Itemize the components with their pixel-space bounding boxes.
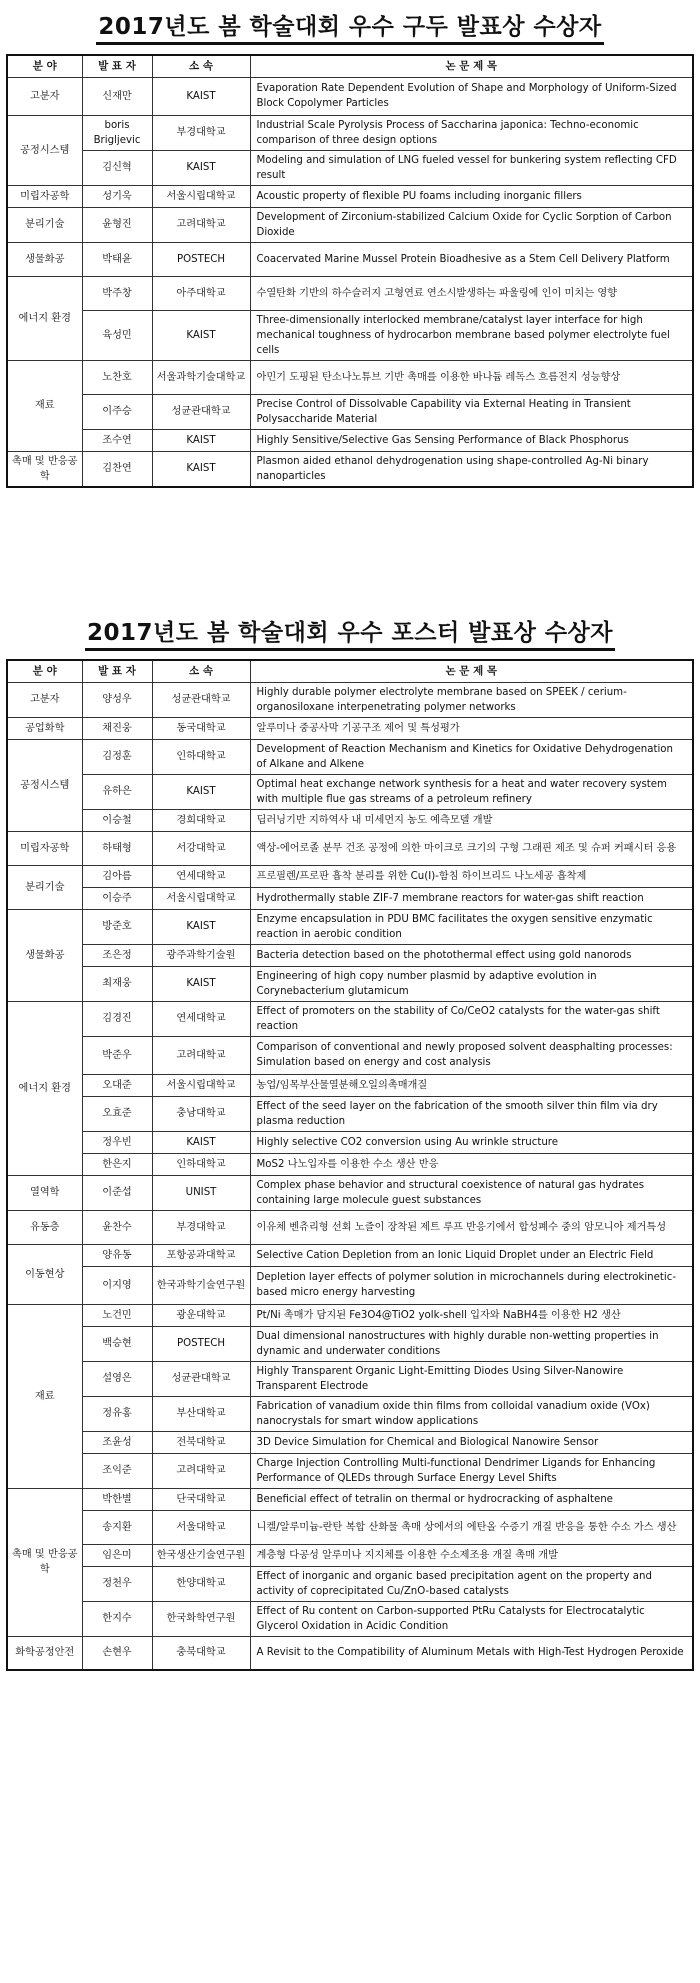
table-row (7, 1636, 693, 1670)
paper-title-cell: Highly selective CO2 conversion using Au wrinkle structure (250, 1131, 693, 1153)
presenter-cell: 김찬연 (82, 451, 152, 487)
field-cell: 이동현상 (7, 1244, 82, 1304)
paper-title-cell: Acoustic property of flexible PU foams including inorganic fillers (250, 185, 693, 207)
field-cell: 열역학 (7, 1175, 82, 1210)
paper-title-cell: Effect of promoters on the stability of Co/CeO2 catalysts for the water-gas shift reaction (250, 1001, 693, 1036)
paper-title-cell: Highly Transparent Organic Light-Emitting Diodes Using Silver-Nanowire Transparent Electrode (250, 1361, 693, 1396)
affiliation-cell: 광주과학기술원 (152, 944, 250, 966)
affiliation-cell: 인하대학교 (152, 1153, 250, 1175)
table-row (7, 1153, 693, 1175)
affiliation-cell: KAIST (152, 150, 250, 185)
presenter-cell: 박한별 (82, 1488, 152, 1510)
table-row (7, 831, 693, 865)
table-row (7, 865, 693, 887)
table-row (7, 185, 693, 207)
presenter-cell: 이준섭 (82, 1175, 152, 1210)
presenter-cell: 한지수 (82, 1601, 152, 1636)
affiliation-cell: 성균관대학교 (152, 682, 250, 717)
table-row (7, 1210, 693, 1244)
affiliation-cell: 충북대학교 (152, 1636, 250, 1670)
paper-title-cell: 아민기 도핑된 탄소나노튜브 기반 촉매를 이용한 바나듐 레독스 흐름전지 성능향상 (250, 360, 693, 394)
table-row (7, 1361, 693, 1396)
presenter-cell: 육성민 (82, 310, 152, 360)
table-row (7, 276, 693, 310)
paper-title-cell: Effect of the seed layer on the fabrication of the smooth silver thin film via dry plasma reduction (250, 1096, 693, 1131)
presenter-cell: 신재만 (82, 77, 152, 115)
presenter-cell: 김경진 (82, 1001, 152, 1036)
paper-title-cell: 3D Device Simulation for Chemical and Biological Nanowire Sensor (250, 1431, 693, 1453)
presenter-cell: 윤찬수 (82, 1210, 152, 1244)
table-row (7, 774, 693, 809)
presenter-cell: 조윤성 (82, 1431, 152, 1453)
paper-title-cell: Development of Zirconium-stabilized Calcium Oxide for Cyclic Sorption of Carbon Dioxide (250, 207, 693, 242)
affiliation-cell: 연세대학교 (152, 1001, 250, 1036)
table-row (7, 1431, 693, 1453)
table-row (7, 1175, 693, 1210)
poster-header-affiliation: 소 속 (152, 660, 250, 682)
oral-award-table (6, 54, 694, 488)
field-cell: 생물화공 (7, 909, 82, 1001)
paper-title-cell: Selective Cation Depletion from an Ionic Liquid Droplet under an Electric Field (250, 1244, 693, 1266)
presenter-cell: 송지환 (82, 1510, 152, 1544)
presenter-cell: 임은미 (82, 1544, 152, 1566)
presenter-cell: 백승현 (82, 1326, 152, 1361)
table-row (7, 1074, 693, 1096)
affiliation-cell: KAIST (152, 1131, 250, 1153)
table-row (7, 809, 693, 831)
paper-title-cell: Development of Reaction Mechanism and Kinetics for Oxidative Dehydrogenation of Alkane and Alkene (250, 739, 693, 774)
table-row (7, 1453, 693, 1488)
paper-title-cell: 딥러닝기반 지하역사 내 미세먼지 농도 예측모델 개발 (250, 809, 693, 831)
presenter-cell: 조은정 (82, 944, 152, 966)
field-cell: 유동층 (7, 1210, 82, 1244)
field-cell: 고분자 (7, 682, 82, 717)
table-row (7, 739, 693, 774)
table-row (7, 682, 693, 717)
table-row (7, 451, 693, 487)
table-row (7, 1601, 693, 1636)
presenter-cell: 방준호 (82, 909, 152, 944)
presenter-cell: 김정훈 (82, 739, 152, 774)
oral-header-field: 분 야 (7, 55, 82, 77)
paper-title-cell: Industrial Scale Pyrolysis Process of Saccharina japonica: Techno-economic comparison of three design options (250, 115, 693, 150)
presenter-cell: 조익준 (82, 1453, 152, 1488)
affiliation-cell: KAIST (152, 310, 250, 360)
affiliation-cell: 한양대학교 (152, 1566, 250, 1601)
affiliation-cell: 아주대학교 (152, 276, 250, 310)
presenter-cell: 박주창 (82, 276, 152, 310)
presenter-cell: 양성우 (82, 682, 152, 717)
affiliation-cell: 한국화학연구원 (152, 1601, 250, 1636)
presenter-cell: 정유홍 (82, 1396, 152, 1431)
paper-title-cell: Pt/Ni 촉매가 담지된 Fe3O4@TiO2 yolk-shell 입자와 NaBH4를 이용한 H2 생산 (250, 1304, 693, 1326)
presenter-cell: 오효준 (82, 1096, 152, 1131)
poster-award-title-text: 2017년도 봄 학술대회 우수 포스터 발표상 수상자 (85, 614, 615, 651)
presenter-cell: 김아름 (82, 865, 152, 887)
affiliation-cell: 성균관대학교 (152, 394, 250, 429)
table-row (7, 1488, 693, 1510)
paper-title-cell: Enzyme encapsulation in PDU BMC facilitates the oxygen sensitive enzymatic reaction in aerobic condition (250, 909, 693, 944)
paper-title-cell: Evaporation Rate Dependent Evolution of Shape and Morphology of Uniform-Sized Block Copolymer Particles (250, 77, 693, 115)
paper-title-cell: Hydrothermally stable ZIF-7 membrane reactors for water-gas shift reaction (250, 887, 693, 909)
field-cell: 고분자 (7, 77, 82, 115)
paper-title-cell: Three-dimensionally interlocked membrane/catalyst layer interface for high mechanical toughness of hydrocarbon membrane based polymer electrolyte fuel cells (250, 310, 693, 360)
paper-title-cell: 수열탄화 기반의 하수슬러지 고형연료 연소시발생하는 파울링에 인이 미치는 영향 (250, 276, 693, 310)
table-row (7, 77, 693, 115)
presenter-cell: 이승철 (82, 809, 152, 831)
table-row (7, 909, 693, 944)
affiliation-cell: 서울대학교 (152, 1510, 250, 1544)
table-row (7, 1244, 693, 1266)
table-row (7, 1036, 693, 1074)
presenter-cell: 하태형 (82, 831, 152, 865)
affiliation-cell: 한국생산기술연구원 (152, 1544, 250, 1566)
presenter-cell: 오대준 (82, 1074, 152, 1096)
poster-header-row (7, 660, 693, 682)
paper-title-cell: Effect of inorganic and organic based precipitation agent on the property and activity of coprecipitated Cu/ZnO-based catalysts (250, 1566, 693, 1601)
presenter-cell: 한은지 (82, 1153, 152, 1175)
affiliation-cell: KAIST (152, 966, 250, 1001)
paper-title-cell: Highly durable polymer electrolyte membrane based on SPEEK / cerium-organosiloxane interpenetrating polymer networks (250, 682, 693, 717)
table-row (7, 242, 693, 276)
poster-header-field: 분 야 (7, 660, 82, 682)
table-row (7, 1510, 693, 1544)
table-row (7, 429, 693, 451)
field-cell: 에너지 환경 (7, 1001, 82, 1175)
affiliation-cell: 전북대학교 (152, 1431, 250, 1453)
table-row (7, 1266, 693, 1304)
table-row (7, 207, 693, 242)
presenter-cell: 이주승 (82, 394, 152, 429)
paper-title-cell: Optimal heat exchange network synthesis for a heat and water recovery system with multiple flue gas streams of a petroleum refinery (250, 774, 693, 809)
affiliation-cell: POSTECH (152, 242, 250, 276)
affiliation-cell: 인하대학교 (152, 739, 250, 774)
affiliation-cell: POSTECH (152, 1326, 250, 1361)
affiliation-cell: KAIST (152, 77, 250, 115)
oral-header-presenter: 발 표 자 (82, 55, 152, 77)
presenter-cell: 유하은 (82, 774, 152, 809)
presenter-cell: 설영은 (82, 1361, 152, 1396)
table-row (7, 1396, 693, 1431)
presenter-cell: boris Brigljevic (82, 115, 152, 150)
presenter-cell: 이승주 (82, 887, 152, 909)
presenter-cell: 양유동 (82, 1244, 152, 1266)
affiliation-cell: 포항공과대학교 (152, 1244, 250, 1266)
table-row (7, 1131, 693, 1153)
affiliation-cell: 고려대학교 (152, 1453, 250, 1488)
table-row (7, 1566, 693, 1601)
field-cell: 화학공정안전 (7, 1636, 82, 1670)
table-row (7, 944, 693, 966)
affiliation-cell: 고려대학교 (152, 1036, 250, 1074)
paper-title-cell: Highly Sensitive/Selective Gas Sensing Performance of Black Phosphorus (250, 429, 693, 451)
paper-title-cell: Beneficial effect of tetralin on thermal or hydrocracking of asphaltene (250, 1488, 693, 1510)
paper-title-cell: Complex phase behavior and structural coexistence of natural gas hydrates containing large molecule guest substances (250, 1175, 693, 1210)
oral-header-affiliation: 소 속 (152, 55, 250, 77)
paper-title-cell: Charge Injection Controlling Multi-functional Dendrimer Ligands for Enhancing Performance of QLEDs through Surface Energy Level Shifts (250, 1453, 693, 1488)
table-row (7, 310, 693, 360)
oral-award-title (0, 8, 700, 45)
field-cell: 분리기술 (7, 207, 82, 242)
paper-title-cell: Coacervated Marine Mussel Protein Bioadhesive as a Stem Cell Delivery Platform (250, 242, 693, 276)
paper-title-cell: Dual dimensional nanostructures with highly durable non-wetting properties in dynamic and underwater conditions (250, 1326, 693, 1361)
paper-title-cell: 프로필렌/프로판 흡착 분리를 위한 Cu(I)-함침 하이브리드 나노세공 흡착제 (250, 865, 693, 887)
field-cell: 미립자공학 (7, 831, 82, 865)
affiliation-cell: KAIST (152, 451, 250, 487)
paper-title-cell: 액상-에어로졸 분무 건조 공정에 의한 마이크로 크기의 구형 그래핀 제조 및 슈퍼 커패시터 응용 (250, 831, 693, 865)
table-row (7, 966, 693, 1001)
presenter-cell: 최재웅 (82, 966, 152, 1001)
presenter-cell: 성기욱 (82, 185, 152, 207)
presenter-cell: 박준우 (82, 1036, 152, 1074)
table-row (7, 394, 693, 429)
field-cell: 공정시스템 (7, 115, 82, 185)
field-cell: 촉매 및 반응공학 (7, 451, 82, 487)
affiliation-cell: 서울과학기술대학교 (152, 360, 250, 394)
poster-header-paper: 논 문 제 목 (250, 660, 693, 682)
field-cell: 에너지 환경 (7, 276, 82, 360)
affiliation-cell: 성균관대학교 (152, 1361, 250, 1396)
poster-award-title (0, 614, 700, 651)
paper-title-cell: 계층형 다공성 알루미나 지지체를 이용한 수소제조용 개질 촉매 개발 (250, 1544, 693, 1566)
table-row (7, 1001, 693, 1036)
presenter-cell: 노찬호 (82, 360, 152, 394)
oral-header-paper: 논 문 제 목 (250, 55, 693, 77)
field-cell: 촉매 및 반응공학 (7, 1488, 82, 1636)
affiliation-cell: KAIST (152, 774, 250, 809)
presenter-cell: 조수연 (82, 429, 152, 451)
presenter-cell: 이지영 (82, 1266, 152, 1304)
affiliation-cell: KAIST (152, 909, 250, 944)
presenter-cell: 박태윤 (82, 242, 152, 276)
presenter-cell: 윤형진 (82, 207, 152, 242)
paper-title-cell: Comparison of conventional and newly proposed solvent deasphalting processes: Simulation based on energy and cost analysis (250, 1036, 693, 1074)
affiliation-cell: KAIST (152, 429, 250, 451)
paper-title-cell: Effect of Ru content on Carbon-supported PtRu Catalysts for Electrocatalytic Glycerol Oxidation in Acidic Condition (250, 1601, 693, 1636)
field-cell: 미립자공학 (7, 185, 82, 207)
paper-title-cell: MoS2 나노입자를 이용한 수소 생산 반응 (250, 1153, 693, 1175)
paper-title-cell: 니켈/알루미늄-란탄 복합 산화물 촉매 상에서의 에탄올 수증기 개질 반응을 통한 수소 가스 생산 (250, 1510, 693, 1544)
affiliation-cell: 광운대학교 (152, 1304, 250, 1326)
affiliation-cell: 고려대학교 (152, 207, 250, 242)
affiliation-cell: 한국과학기술연구원 (152, 1266, 250, 1304)
affiliation-cell: 서울시립대학교 (152, 887, 250, 909)
paper-title-cell: Engineering of high copy number plasmid by adaptive evolution in Corynebacterium glutamicum (250, 966, 693, 1001)
affiliation-cell: 부경대학교 (152, 115, 250, 150)
table-row (7, 115, 693, 150)
paper-title-cell: Fabrication of vanadium oxide thin films from colloidal vanadium oxide (VOx) nanocrystals for smart window applications (250, 1396, 693, 1431)
affiliation-cell: 연세대학교 (152, 865, 250, 887)
field-cell: 재료 (7, 360, 82, 451)
affiliation-cell: 동국대학교 (152, 717, 250, 739)
table-row (7, 1326, 693, 1361)
table-row (7, 1544, 693, 1566)
paper-title-cell: 이유체 벤츄리형 선회 노즐이 장착된 제트 루프 반응기에서 합성폐수 중의 암모니아 제거특성 (250, 1210, 693, 1244)
affiliation-cell: 충남대학교 (152, 1096, 250, 1131)
paper-title-cell: 농업/임목부산물열분해오일의촉매개질 (250, 1074, 693, 1096)
affiliation-cell: 서울시립대학교 (152, 185, 250, 207)
presenter-cell: 노건민 (82, 1304, 152, 1326)
field-cell: 재료 (7, 1304, 82, 1488)
paper-title-cell: A Revisit to the Compatibility of Aluminum Metals with High-Test Hydrogen Peroxide (250, 1636, 693, 1670)
affiliation-cell: 부산대학교 (152, 1396, 250, 1431)
presenter-cell: 채진웅 (82, 717, 152, 739)
paper-title-cell: Bacteria detection based on the photothermal effect using gold nanorods (250, 944, 693, 966)
affiliation-cell: 경희대학교 (152, 809, 250, 831)
paper-title-cell: Plasmon aided ethanol dehydrogenation using shape-controlled Ag-Ni binary nanoparticles (250, 451, 693, 487)
affiliation-cell: UNIST (152, 1175, 250, 1210)
affiliation-cell: 부경대학교 (152, 1210, 250, 1244)
affiliation-cell: 단국대학교 (152, 1488, 250, 1510)
presenter-cell: 김신혁 (82, 150, 152, 185)
poster-header-presenter: 발 표 자 (82, 660, 152, 682)
presenter-cell: 정우빈 (82, 1131, 152, 1153)
table-row (7, 360, 693, 394)
oral-header-row (7, 55, 693, 77)
field-cell: 분리기술 (7, 865, 82, 909)
paper-title-cell: Precise Control of Dissolvable Capability via External Heating in Transient Polysaccharide Material (250, 394, 693, 429)
table-row (7, 1096, 693, 1131)
affiliation-cell: 서강대학교 (152, 831, 250, 865)
poster-award-table (6, 659, 694, 1671)
table-row (7, 150, 693, 185)
table-row (7, 717, 693, 739)
field-cell: 공업화학 (7, 717, 82, 739)
presenter-cell: 정천우 (82, 1566, 152, 1601)
table-row (7, 887, 693, 909)
oral-award-title-text: 2017년도 봄 학술대회 우수 구두 발표상 수상자 (96, 8, 603, 45)
field-cell: 생물화공 (7, 242, 82, 276)
field-cell: 공정시스템 (7, 739, 82, 831)
presenter-cell: 손현우 (82, 1636, 152, 1670)
affiliation-cell: 서울시립대학교 (152, 1074, 250, 1096)
paper-title-cell: Depletion layer effects of polymer solution in microchannels during electrokinetic-based micro energy harvesting (250, 1266, 693, 1304)
table-row (7, 1304, 693, 1326)
paper-title-cell: 알루미나 중공사막 기공구조 제어 및 특성평가 (250, 717, 693, 739)
paper-title-cell: Modeling and simulation of LNG fueled vessel for bunkering system reflecting CFD result (250, 150, 693, 185)
